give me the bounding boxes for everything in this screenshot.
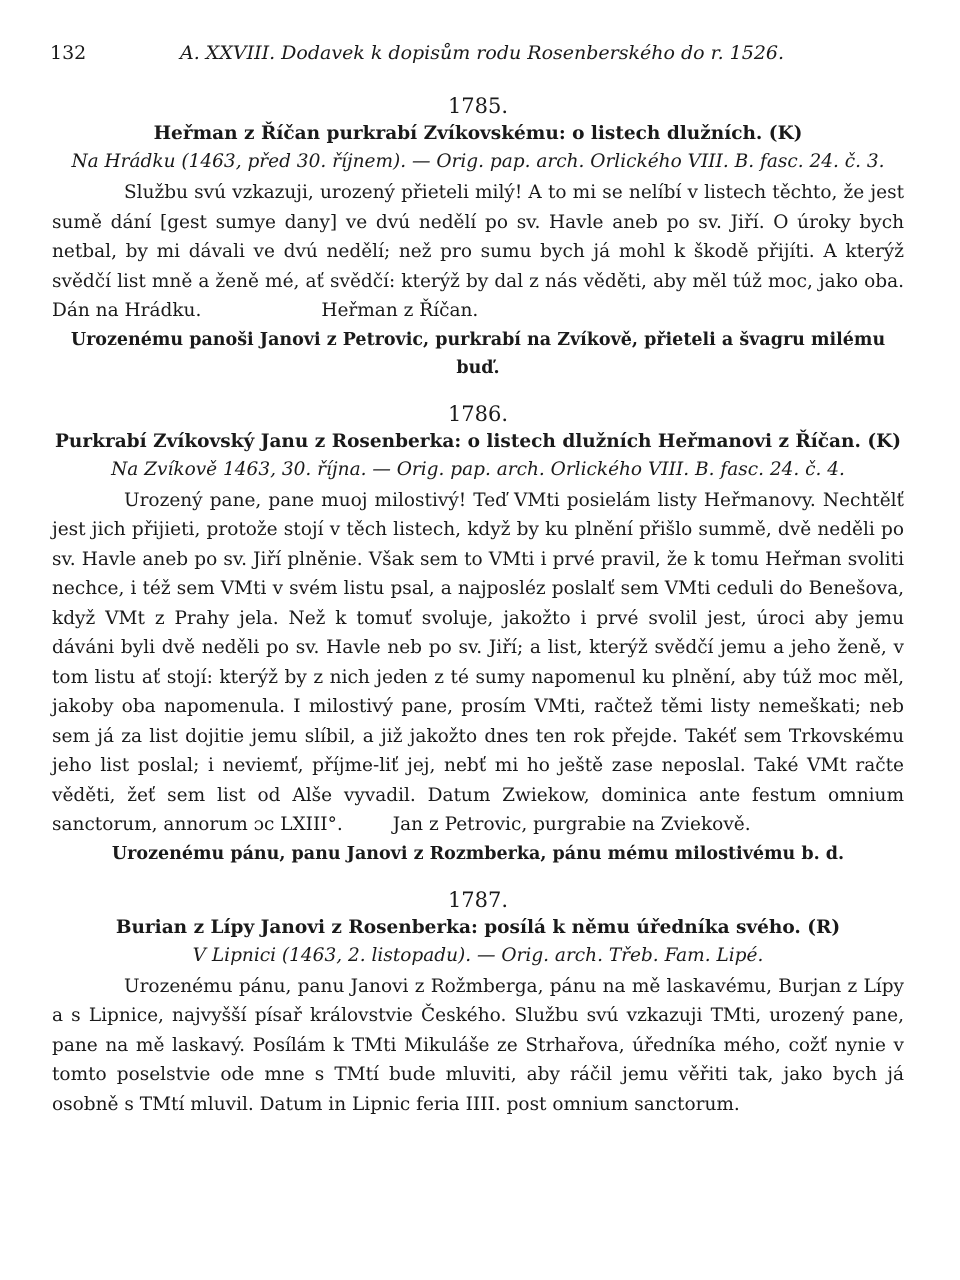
document-signature: Heřman z Říčan. <box>321 300 479 321</box>
document-address: Urozenému panoši Janovi z Petrovic, purkrabí na Zvíkově, přieteli a švagru milému buď. <box>70 329 886 378</box>
document-source: Na Zvíkově 1463, 30. října. — Orig. pap. arch. Orlického VIII. B. fasc. 24. č. 4. <box>111 458 845 480</box>
page-number: 132 <box>50 42 87 64</box>
document-body: Službu svú vzkazuji, urozený přieteli milý! A to mi se nelíbí v listech těchto, že jest sumě dání [gest sumye dany] ve dvú nedělí po sv. Havle aneb po sv. Jiří. O úroky bych netbal, by mi dávali ve dvú nedělí; než pro sumu bych já mohl k škodě přijíti. A kterýž svědčí list mně a ženě mé, ať svědčí: kterýž by dal z nás věděti, aby měl túž moc, jako oba. Dán na Hrádku. <box>52 182 904 321</box>
document-body: Urozenému pánu, panu Janovi z Rožmberga, pánu na mě laskavému, Burjan z Lípy a s Lipnice, najvyšší písař královstvie Českého. Službu svú vzkazuji TMti, urozený pane, pane na mě laskavý. Posílám k TMti Mikuláše ze Strhařova, úředníka mého, cožť nynie v tomto poselstvie ode mne s TMtí bude mluviti, aby ráčil jemu věřiti tak, jako bych já osobně s TMtí mluvil. Datum in Lipnic feria IIII. post omnium sanctorum. <box>52 975 904 1115</box>
document-1787 <box>52 886 904 1120</box>
document-regest: Purkrabí Zvíkovský Janu z Rosenberka: o listech dlužních Heřmanovi z Říčan. (K) <box>55 430 901 452</box>
document-number: 1787. <box>447 887 509 912</box>
document-signature: Jan z Petrovic, purgrabie na Zviekově. <box>392 814 751 835</box>
document-number: 1785. <box>447 94 509 118</box>
document-source: Na Hrádku (1463, před 30. říjnem). — Orig. pap. arch. Orlického VIII. B. fasc. 24. č. 3. <box>71 151 885 172</box>
document-text <box>52 972 904 1120</box>
document-regest: Heřman z Říčan purkrabí Zvíkovskému: o listech dlužních. (K) <box>153 123 803 144</box>
document-body: Urozený pane, pane muoj milostivý! Teď VMti posielám listy Heřmanovy. Nechtělť jest jich přijieti, protože stojí v těch listech, když by ku plnění přišlo summě, dvě neděli po sv. Havle aneb po sv. Jiří plněnie. Však sem to VMti i prvé pravil, že k tomu Heřman svoliti nechce, i též sem VMti v svém listu psal, a najposléz poslalť sem VMti ceduli do Benešova, když VMt z Prahy jela. Než k tomuť svoluje, jakožto i prvé svolil jest, úroci aby jemu dáváni byli dvě neděli po sv. Havle neb po sv. Jiří; a list, kterýž svědčí jemu a jeho ženě, v tom listu ať stojí: kterýž by z nich jeden z té sumy napomenul ku plnění, aby túž moc měl, jakoby oba napomenula. I milostivý pane, prosím VMti, račtež těmi listy nemeškati; neb sem já za list dojitie jemu slíbil, a již jakožto dnes ten rok přejde. Takéť sem Trkovskému jeho list poslal; i neviemť, příjme-liť jej, nebť mi ho ještě zase neposlal. Také VMt račte věděti, žeť sem list od Alše vyvadil. Datum Zwiekow, dominica ante festum omnium sanctorum, annorum ɔc LXIII°. <box>52 489 904 835</box>
running-header <box>50 42 910 72</box>
document-source: V Lipnici (1463, 2. listopadu). — Orig. arch. Třeb. Fam. Lipé. <box>192 944 764 966</box>
document-text <box>52 178 904 326</box>
document-1786 <box>52 400 904 868</box>
document-number: 1786. <box>447 401 509 426</box>
page-body <box>52 88 904 1137</box>
running-title: A. XXVIII. Dodavek k dopisům rodu Rosenberského do r. 1526. <box>180 42 785 64</box>
document-address: Urozenému pánu, panu Janovi z Rozmberka, pánu mému milostivému b. d. <box>111 843 845 864</box>
document-text <box>52 486 904 840</box>
document-regest: Burian z Lípy Janovi z Rosenberka: posílá k němu úředníka svého. (R) <box>115 916 841 938</box>
document-1785 <box>52 92 904 382</box>
